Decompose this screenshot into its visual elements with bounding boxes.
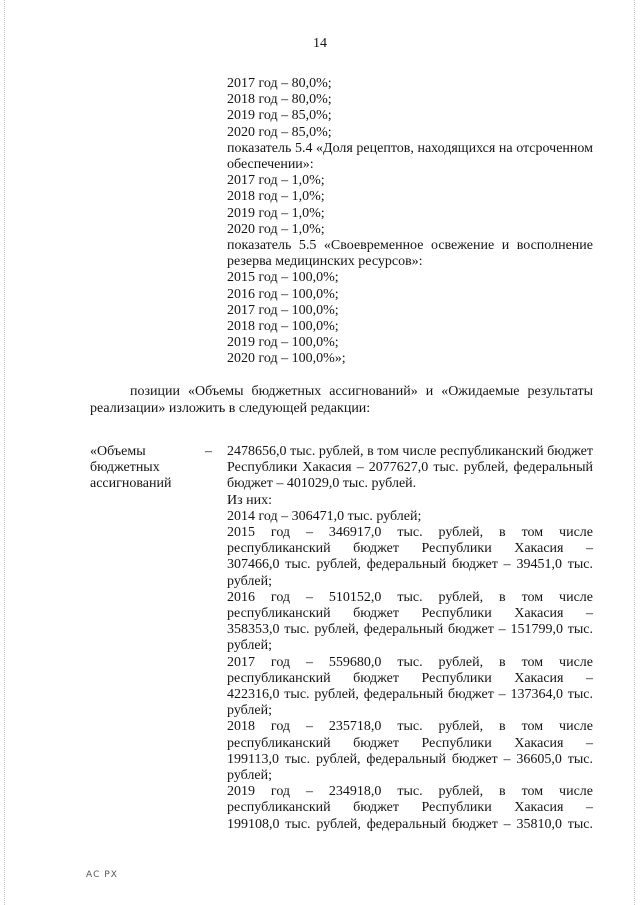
- text-line: 2020 год – 85,0%;: [227, 124, 332, 140]
- text-line: 199108,0 тыс. рублей, федеральный бюджет – 35810,0 тыс.: [227, 816, 593, 832]
- text-line: показатель 5.4 «Доля рецептов, находящихся на отсроченном: [227, 140, 593, 156]
- text-line: 2015 год – 346917,0 тыс. рублей, в том числе: [227, 525, 593, 541]
- text-line: республиканский бюджет Республики Хакасия –: [227, 606, 593, 622]
- text-line: 2020 год – 100,0%»;: [227, 351, 346, 367]
- text-line: Из них:: [227, 492, 273, 508]
- text-line: 199113,0 тыс. рублей, федеральный бюджет – 36605,0 тыс.: [227, 751, 593, 767]
- text-line: республиканский бюджет Республики Хакасия –: [227, 670, 593, 686]
- intro-line-1: позиции «Объемы бюджетных ассигнований» и «Ожидаемые результаты: [130, 384, 593, 399]
- page-number: 14: [313, 36, 327, 51]
- footer-stamp: АС РХ: [86, 870, 118, 880]
- text-line: 422316,0 тыс. рублей, федеральный бюджет – 137364,0 тыс.: [227, 687, 593, 703]
- text-line: 2017 год – 559680,0 тыс. рублей, в том числе: [227, 654, 593, 670]
- text-line: 2478656,0 тыс. рублей, в том числе республиканский бюджет: [227, 444, 593, 459]
- intro-paragraph: [90, 384, 593, 417]
- table-label: [90, 444, 210, 493]
- budget-allocations-text: [227, 444, 593, 833]
- text-line: 2019 год – 1,0%;: [227, 205, 325, 221]
- text-line: 2014 год – 306471,0 тыс. рублей;: [227, 508, 422, 524]
- text-line: рублей;: [227, 638, 272, 654]
- text-line: бюджет – 401029,0 тыс. рублей.: [227, 476, 417, 492]
- text-line: Республики Хакасия – 2077627,0 тыс. рублей, федеральный: [227, 460, 593, 476]
- text-line: 2019 год – 100,0%;: [227, 335, 339, 351]
- text-line: 2016 год – 510152,0 тыс. рублей, в том числе: [227, 589, 593, 605]
- text-line: 2016 год – 100,0%;: [227, 286, 339, 302]
- text-line: 2018 год – 80,0%;: [227, 92, 332, 108]
- intro-line-2: реализации» изложить в следующей редакции:: [90, 400, 371, 416]
- text-line: 2017 год – 1,0%;: [227, 173, 325, 189]
- scan-edge-right: [634, 0, 635, 905]
- text-line: 2018 год – 1,0%;: [227, 189, 325, 205]
- text-line: показатель 5.5 «Своевременное освежение и восполнение: [227, 238, 593, 254]
- text-line: республиканский бюджет Республики Хакасия –: [227, 735, 593, 751]
- text-line: обеспечении»:: [227, 157, 314, 173]
- text-line: 2017 год – 100,0%;: [227, 302, 339, 318]
- text-line: рублей;: [227, 703, 272, 719]
- text-line: 2019 год – 85,0%;: [227, 108, 332, 124]
- text-line: 358353,0 тыс. рублей, федеральный бюджет – 151799,0 тыс.: [227, 622, 593, 638]
- text-line: 2018 год – 100,0%;: [227, 319, 339, 335]
- text-line: рублей;: [227, 768, 272, 784]
- table-label-line: «Объемы: [90, 444, 146, 459]
- text-line: 2019 год – 234918,0 тыс. рублей, в том числе: [227, 784, 593, 800]
- text-line: резерва медицинских ресурсов»:: [227, 254, 423, 270]
- text-line: 2017 год – 80,0%;: [227, 76, 332, 91]
- text-line: 307466,0 тыс. рублей, федеральный бюджет – 39451,0 тыс.: [227, 557, 593, 573]
- text-line: республиканский бюджет Республики Хакасия –: [227, 800, 593, 816]
- table-label-line: бюджетных: [90, 460, 160, 476]
- indicator-values-list: [227, 76, 593, 368]
- text-line: 2020 год – 1,0%;: [227, 221, 325, 237]
- text-line: 2018 год – 235718,0 тыс. рублей, в том числе: [227, 719, 593, 735]
- text-line: 2015 год – 100,0%;: [227, 270, 339, 286]
- text-line: республиканский бюджет Республики Хакасия –: [227, 541, 593, 557]
- scan-edge-left: [4, 0, 5, 905]
- table-label-line: ассигнований: [90, 476, 172, 492]
- table-dash: –: [205, 444, 212, 459]
- text-line: рублей;: [227, 573, 272, 589]
